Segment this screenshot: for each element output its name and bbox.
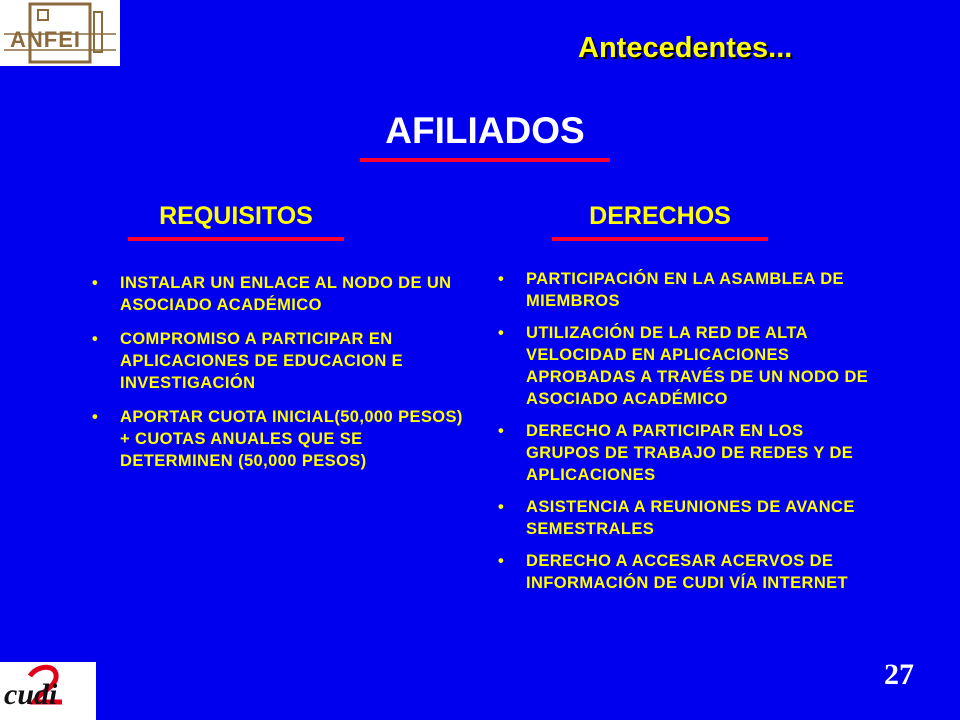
anfei-logo-text: ANFEI (10, 27, 81, 52)
derecho-text: ASISTENCIA A REUNIONES DE AVANCE SEMESTRALES (526, 498, 855, 538)
list-item (92, 272, 472, 316)
requisitos-underline (128, 237, 344, 241)
derecho-text: DERECHO A ACCESAR ACERVOS DE INFORMACIÓN DE CUDI VÍA INTERNET (526, 552, 849, 592)
requisito-text: COMPROMISO A PARTICIPAR EN APLICACIONES DE EDUCACION E INVESTIGACIÓN (120, 330, 404, 392)
requisito-text: APORTAR CUOTA INICIAL(50,000 PESOS) + CUOTAS ANUALES QUE SE DETERMINEN (50,000 PESOS) (120, 408, 463, 470)
title-underline (360, 158, 610, 162)
section-kicker: Antecedentes... (578, 32, 793, 64)
derecho-text: UTILIZACIÓN DE LA RED DE ALTA VELOCIDAD EN APLICACIONES APROBADAS A TRAVÉS DE UN NODO DE ASOCIADO ACADÉMICO (526, 324, 869, 408)
bullet-icon: • (498, 324, 505, 342)
slide-title: AFILIADOS (385, 110, 585, 151)
bullet-icon: • (498, 552, 505, 570)
bullet-icon: • (92, 408, 99, 426)
anfei-logo (0, 0, 120, 66)
list-item (92, 406, 472, 472)
derecho-text: PARTICIPACIÓN EN LA ASAMBLEA DE MIEMBROS (526, 270, 844, 310)
bullet-icon: • (498, 270, 505, 288)
derechos-heading: DERECHOS (589, 202, 731, 230)
requisitos-heading: REQUISITOS (159, 202, 313, 230)
bullet-icon: • (498, 422, 505, 440)
list-item (498, 322, 870, 410)
bullet-icon: • (92, 330, 99, 348)
derechos-list (498, 268, 870, 604)
list-item (92, 328, 472, 394)
requisitos-list (92, 272, 472, 484)
page-number: 27 (884, 658, 914, 691)
bullet-icon: • (498, 498, 505, 516)
bullet-icon: • (92, 274, 99, 292)
derecho-text: DERECHO A PARTICIPAR EN LOS GRUPOS DE TRABAJO DE REDES Y DE APLICACIONES (526, 422, 854, 484)
requisito-text: INSTALAR UN ENLACE AL NODO DE UN ASOCIADO ACADÉMICO (120, 274, 452, 314)
cudi-logo-text: cudi (4, 678, 58, 711)
list-item (498, 268, 870, 312)
list-item (498, 420, 870, 486)
list-item (498, 496, 870, 540)
cudi-logo (0, 662, 96, 720)
derechos-underline (552, 237, 768, 241)
list-item (498, 550, 870, 594)
